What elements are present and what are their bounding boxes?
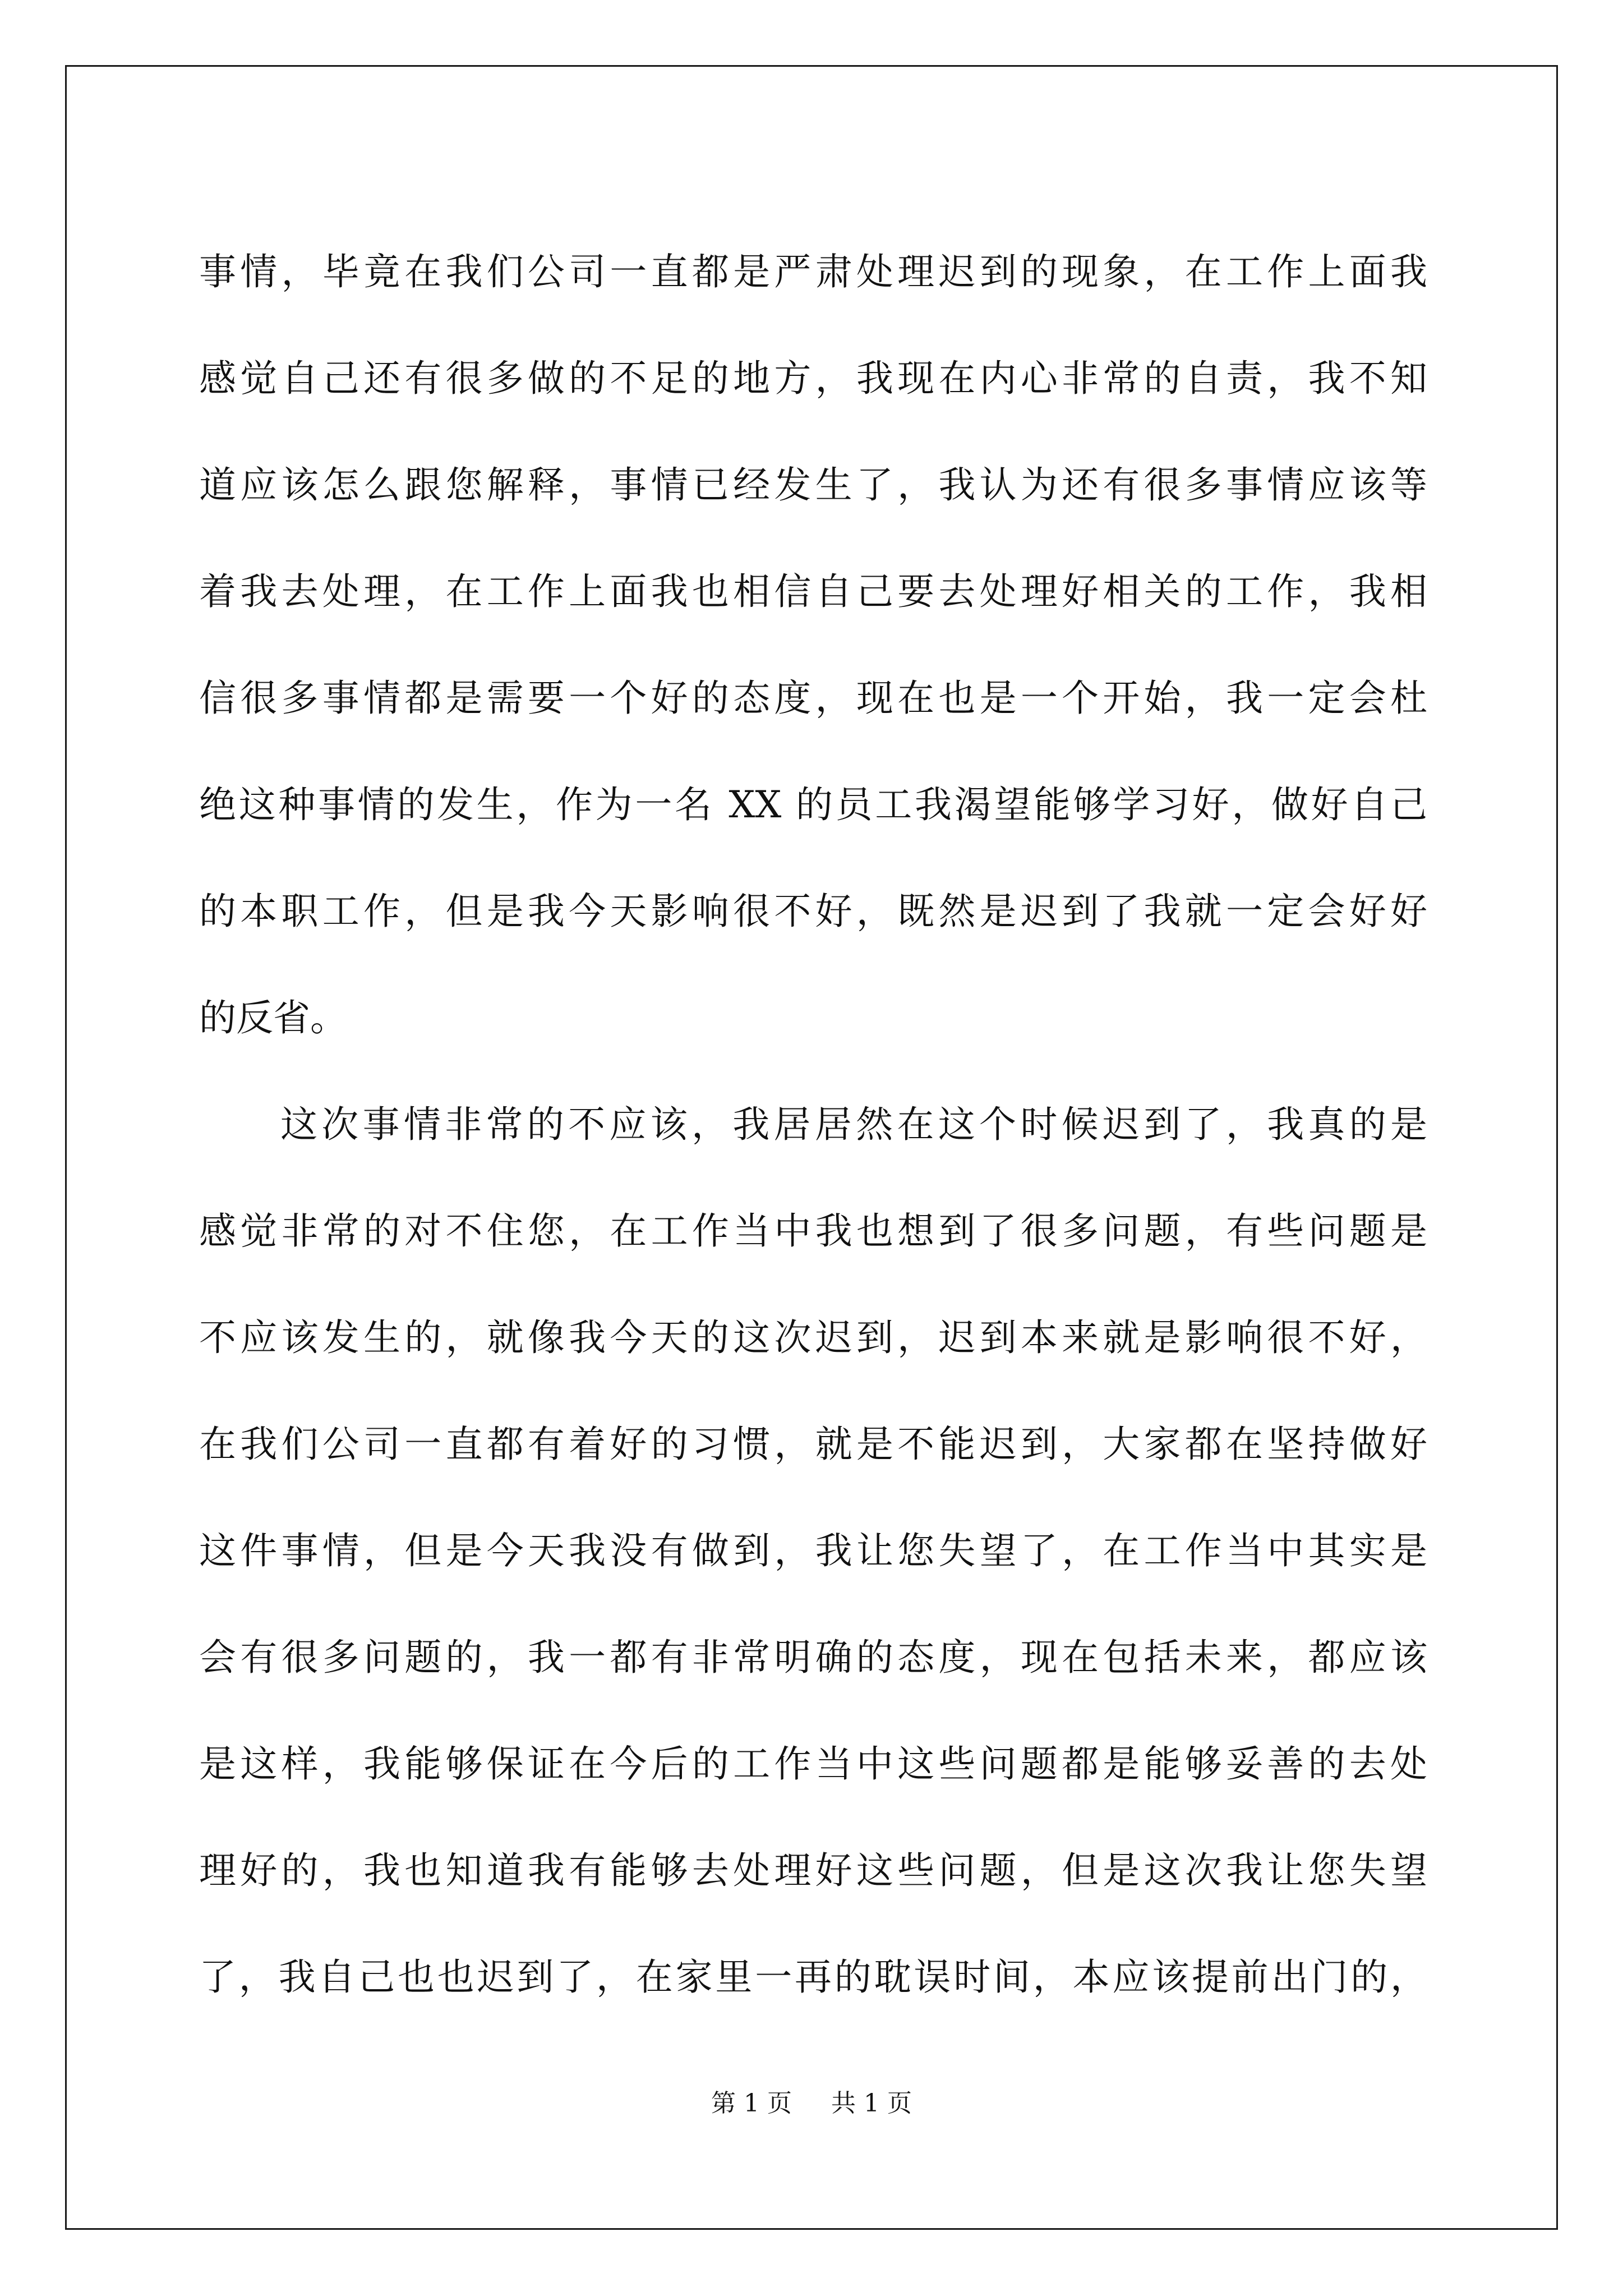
text-line: 感觉非常的对不住您，在工作当中我也想到了很多问题，有些问题是 <box>199 1209 1427 1253</box>
text-line: 不应该发生的，就像我今天的这次迟到，迟到本来就是影响很不好， <box>199 1316 1427 1359</box>
text-line: 绝这种事情的发生，作为一名 XX 的员工我渴望能够学习好，做好自己 <box>199 783 1427 826</box>
text-line: 信很多事情都是需要一个好的态度，现在也是一个开始，我一定会杜 <box>199 677 1427 720</box>
text-line: 感觉自己还有很多做的不足的地方，我现在内心非常的自责，我不知 <box>199 357 1427 400</box>
text-line-paragraph-end: 的反省。 <box>199 996 347 1039</box>
text-line: 事情，毕竟在我们公司一直都是严肃处理迟到的现象，在工作上面我 <box>199 250 1427 293</box>
text-line: 这件事情，但是今天我没有做到，我让您失望了，在工作当中其实是 <box>199 1529 1427 1572</box>
text-line: 的本职工作，但是我今天影响很不好，既然是迟到了我就一定会好好 <box>199 890 1427 933</box>
page-number: 第 1 页 <box>711 2089 792 2118</box>
text-line: 会有很多问题的，我一都有非常明确的态度，现在包括未来，都应该 <box>199 1636 1427 1679</box>
text-line: 在我们公司一直都有着好的习惯，就是不能迟到，大家都在坚持做好 <box>199 1423 1427 1466</box>
page-footer <box>0 2087 1623 2120</box>
text-line: 理好的，我也知道我有能够去处理好这些问题，但是这次我让您失望 <box>199 1849 1427 1892</box>
text-line-paragraph-start: 这次事情非常的不应该，我居居然在这个时候迟到了，我真的是 <box>280 1103 1427 1146</box>
text-line: 道应该怎么跟您解释，事情已经发生了，我认为还有很多事情应该等 <box>199 463 1427 507</box>
text-line: 是这样，我能够保证在今后的工作当中这些问题都是能够妥善的去处 <box>199 1742 1427 1786</box>
page-total: 共 1 页 <box>831 2089 912 2118</box>
text-line: 着我去处理，在工作上面我也相信自己要去处理好相关的工作，我相 <box>199 570 1427 613</box>
text-line: 了，我自己也也迟到了，在家里一再的耽误时间，本应该提前出门的， <box>199 1955 1427 1999</box>
document-body <box>199 219 1427 2031</box>
